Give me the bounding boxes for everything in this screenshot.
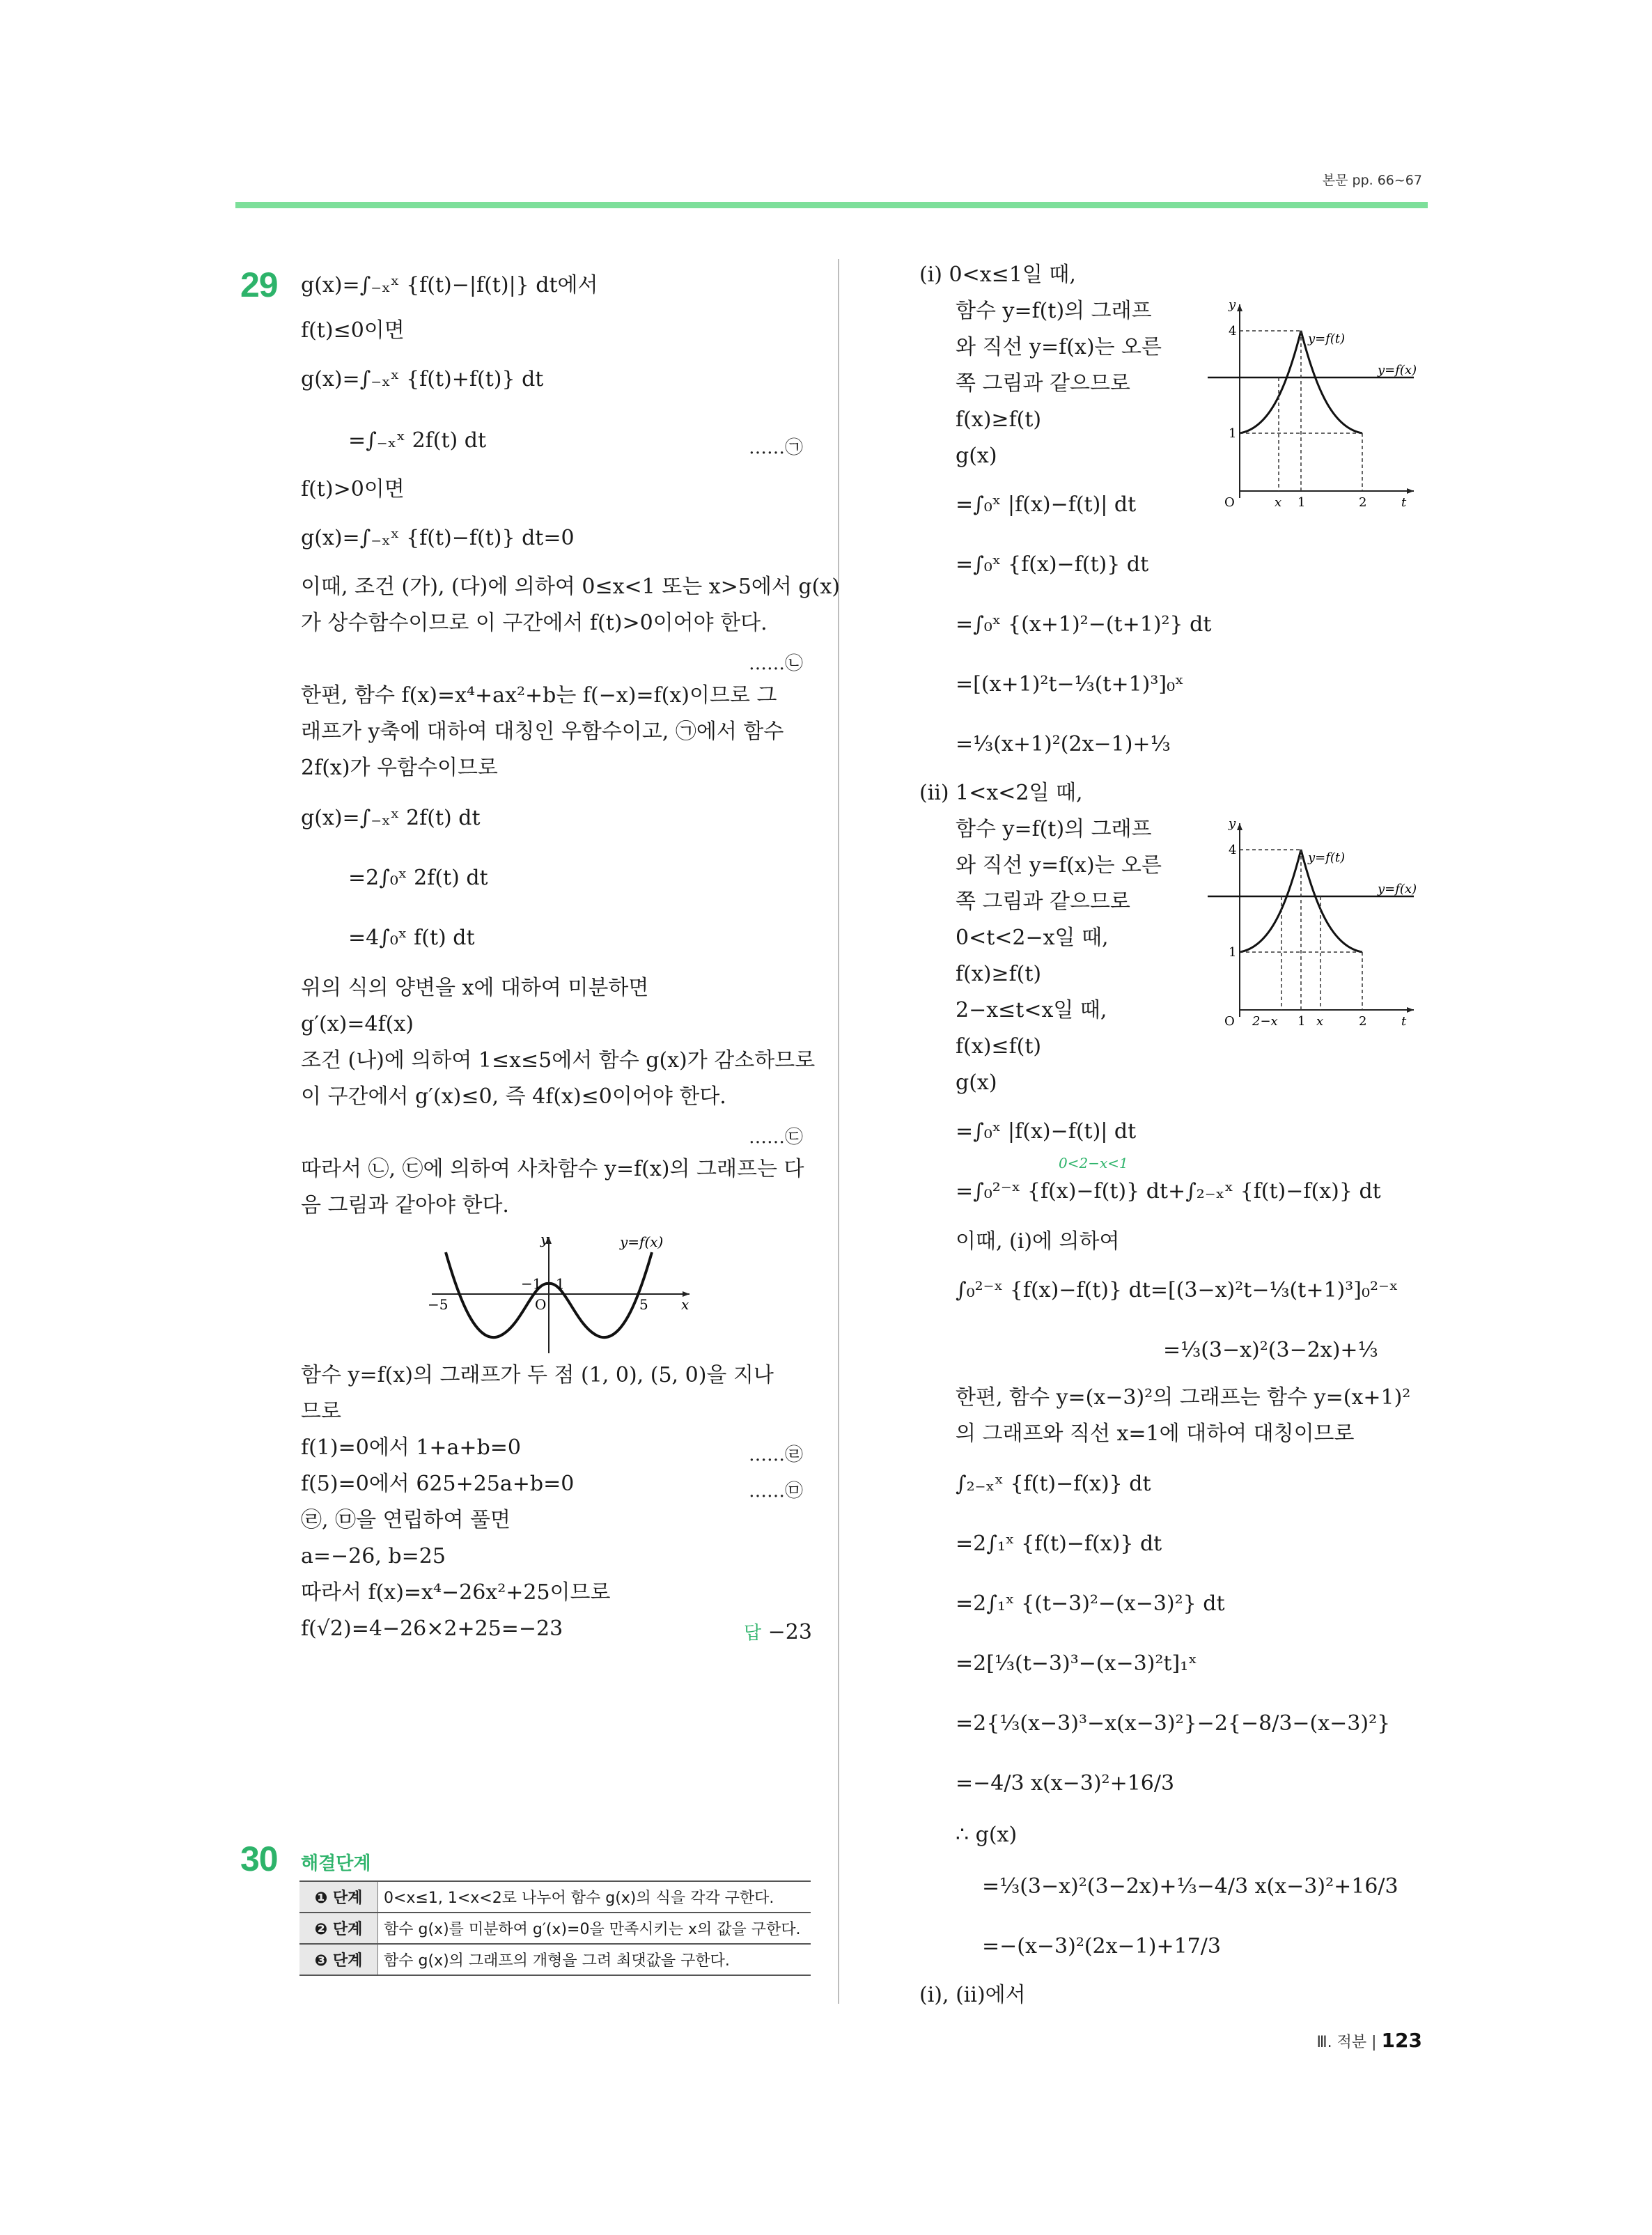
case2-line: g(x) bbox=[956, 1070, 997, 1095]
ref-mark: ……㉤ bbox=[749, 1481, 804, 1502]
stage-title: 해결단계 bbox=[301, 1853, 371, 1874]
p29-line: 가 상수함수이므로 이 구간에서 f(t)>0이어야 한다. bbox=[301, 611, 767, 635]
case2-line: 이때, (ⅰ)에 의하여 bbox=[956, 1229, 1120, 1254]
case1-line: =⅓(x+1)²(2x−1)+⅓ bbox=[956, 732, 1171, 756]
p29-line: 함수 y=f(x)의 그래프가 두 점 (1, 0), (5, 0)을 지나 bbox=[301, 1363, 774, 1387]
case2-line: ∫₂₋ₓˣ {f(t)−f(x)} dt bbox=[956, 1472, 1151, 1496]
stage-text: 함수 g(x)를 미분하여 g′(x)=0을 만족시키는 x의 값을 구한다. bbox=[378, 1913, 811, 1944]
case1-line: g(x) bbox=[956, 444, 997, 468]
case2-graph bbox=[1205, 815, 1428, 1031]
answer-value: −23 bbox=[767, 1620, 812, 1644]
case2-line: (ⅱ) 1<x<2일 때, bbox=[919, 781, 1083, 805]
case1-graph bbox=[1205, 296, 1428, 512]
p29-answer bbox=[744, 1619, 812, 1644]
p29-line: g′(x)=4f(x) bbox=[301, 1012, 414, 1036]
graph-t-tick: 1 bbox=[1298, 495, 1306, 510]
footer-chapter: Ⅲ. 적분 | bbox=[1316, 2034, 1377, 2051]
case2-line: ∴ g(x) bbox=[956, 1823, 1018, 1847]
p29-line: 이때, 조건 (가), (다)에 의하여 0≤x<1 또는 x>5에서 g(x) bbox=[301, 575, 840, 599]
p29-line: 이 구간에서 g′(x)≤0, 즉 4f(x)≤0이어야 한다. bbox=[301, 1084, 726, 1109]
case1-line: 쪽 그림과 같으므로 bbox=[956, 371, 1130, 396]
case2-line: ∫₀²⁻ˣ {f(x)−f(t)} dt=[(3−x)²t−⅓(t+1)³]₀²⁻ˣ bbox=[956, 1278, 1398, 1302]
case2-line: =2∫₁ˣ {f(t)−f(x)} dt bbox=[956, 1532, 1162, 1556]
p29-line: 므로 bbox=[301, 1399, 341, 1424]
graph-origin: O bbox=[1224, 1014, 1235, 1029]
p29-line: 조건 (나)에 의하여 1≤x≤5에서 함수 g(x)가 감소하므로 bbox=[301, 1048, 816, 1073]
p29-line: f(t)>0이면 bbox=[301, 477, 405, 501]
graph-t-tick: 2 bbox=[1359, 1014, 1367, 1029]
graph-axis-t: t bbox=[1401, 1014, 1407, 1029]
p29-line: 2f(x)가 우함수이므로 bbox=[301, 756, 498, 780]
graph-axis-y: y bbox=[1229, 297, 1236, 312]
p29-line: 따라서 f(x)=x⁴−26x²+25이므로 bbox=[301, 1580, 611, 1605]
p29-line: g(x)=∫₋ₓˣ 2f(t) dt bbox=[301, 806, 481, 830]
problem-number-30: 30 bbox=[240, 1839, 278, 1878]
graph-curve-label: y=f(t) bbox=[1308, 332, 1346, 346]
case2-line: =∫₀²⁻ˣ {f(x)−f(t)} dt+∫₂₋ₓˣ {f(t)−f(x)} dt bbox=[956, 1179, 1381, 1204]
case1-line: (ⅰ) 0<x≤1일 때, bbox=[919, 263, 1076, 287]
ref-mark: ……㉠ bbox=[749, 437, 804, 458]
case2-line: 2−x≤t<x일 때, bbox=[956, 998, 1107, 1022]
p29-line: 한편, 함수 f(x)=x⁴+ax²+b는 f(−x)=f(x)이므로 그 bbox=[301, 683, 777, 708]
case1-line: 함수 y=f(t)의 그래프 bbox=[956, 299, 1152, 323]
answer-label: 답 bbox=[744, 1623, 762, 1644]
p29-line: g(x)=∫₋ₓˣ {f(t)−|f(t)|} dt에서 bbox=[301, 273, 598, 297]
case2-line: 0<t<2−x일 때, bbox=[956, 926, 1109, 950]
p29-line: f(1)=0에서 1+a+b=0 bbox=[301, 1435, 521, 1460]
case2-line: =−(x−3)²(2x−1)+17/3 bbox=[982, 1934, 1221, 1958]
p29-line: g(x)=∫₋ₓˣ {f(t)+f(t)} dt bbox=[301, 367, 544, 391]
p29-line: =∫₋ₓˣ 2f(t) dt bbox=[348, 428, 487, 453]
stage-step: ❷ 단계 bbox=[299, 1913, 378, 1944]
quartic-graph bbox=[418, 1231, 696, 1357]
graph-tick: 5 bbox=[639, 1296, 648, 1313]
graph-y-tick: 1 bbox=[1229, 426, 1237, 441]
graph-line-label: y=f(x) bbox=[1378, 882, 1417, 896]
case2-line: 쪽 그림과 같으므로 bbox=[956, 889, 1130, 914]
ref-mark: ……㉡ bbox=[749, 653, 804, 674]
graph-tick: −1 bbox=[521, 1275, 542, 1292]
stage-row bbox=[299, 1944, 811, 1975]
case2-line: 함수 y=f(t)의 그래프 bbox=[956, 817, 1152, 841]
case2-line: (ⅰ), (ⅱ)에서 bbox=[919, 1983, 1026, 2007]
graph-t-tick: 1 bbox=[1298, 1014, 1306, 1029]
stage-table bbox=[299, 1880, 811, 1976]
stage-row bbox=[299, 1913, 811, 1944]
case2-line: =2∫₁ˣ {(t−3)²−(x−3)²} dt bbox=[956, 1591, 1225, 1616]
graph-y-tick: 1 bbox=[1229, 945, 1237, 960]
graph-origin: O bbox=[1224, 495, 1235, 510]
stage-text: 0<x≤1, 1<x<2로 나누어 함수 g(x)의 식을 각각 구한다. bbox=[378, 1881, 811, 1913]
p29-line: =4∫₀ˣ f(t) dt bbox=[348, 926, 475, 950]
graph-curve-label: y=f(t) bbox=[1308, 850, 1346, 865]
case2-line: f(x)≤f(t) bbox=[956, 1034, 1042, 1059]
case2-line: f(x)≥f(t) bbox=[956, 962, 1042, 986]
case1-line: =∫₀ˣ {(x+1)²−(t+1)²} dt bbox=[956, 612, 1212, 637]
p29-line: 위의 식의 양변을 x에 대하여 미분하면 bbox=[301, 976, 649, 1000]
graph-line-label: y=f(x) bbox=[1378, 363, 1417, 377]
stage-step: ❸ 단계 bbox=[299, 1944, 378, 1975]
p29-line: f(√2)=4−26×2+25=−23 bbox=[301, 1617, 563, 1641]
column-divider bbox=[838, 259, 839, 2004]
problem-number-29: 29 bbox=[240, 265, 278, 304]
graph-tick: −5 bbox=[428, 1296, 449, 1313]
stage-row bbox=[299, 1881, 811, 1913]
case2-line: =∫₀ˣ |f(x)−f(t)| dt bbox=[956, 1119, 1137, 1144]
graph-tick: 1 bbox=[556, 1275, 565, 1292]
brace-note: 0<2−x<1 bbox=[1059, 1155, 1128, 1171]
case2-line: =⅓(3−x)²(3−2x)+⅓ bbox=[1163, 1338, 1378, 1362]
case2-line: =2{⅓(x−3)³−x(x−3)²}−2{−8/3−(x−3)²} bbox=[956, 1711, 1391, 1736]
stage-step: ❶ 단계 bbox=[299, 1881, 378, 1913]
header-page-ref: 본문 pp. 66~67 bbox=[1322, 173, 1422, 188]
p29-line: 따라서 ㉡, ㉢에 의하여 사차함수 y=f(x)의 그래프는 다 bbox=[301, 1157, 804, 1181]
graph-t-tick: x bbox=[1275, 495, 1282, 510]
footer bbox=[1316, 2029, 1422, 2052]
p29-line: a=−26, b=25 bbox=[301, 1544, 446, 1568]
footer-page-number: 123 bbox=[1381, 2029, 1422, 2052]
graph-axis-y: y bbox=[540, 1231, 549, 1247]
case2-line: =⅓(3−x)²(3−2x)+⅓−4/3 x(x−3)²+16/3 bbox=[982, 1874, 1398, 1899]
graph-t-tick: 2 bbox=[1359, 495, 1367, 510]
case1-line: =∫₀ˣ {f(x)−f(t)} dt bbox=[956, 552, 1149, 577]
p29-line: ㉣, ㉤을 연립하여 풀면 bbox=[301, 1508, 511, 1532]
graph-axis-t: t bbox=[1401, 495, 1407, 510]
graph-curve-label: y=f(x) bbox=[620, 1233, 664, 1250]
p29-line: 음 그림과 같아야 한다. bbox=[301, 1193, 509, 1217]
p29-line: f(t)≤0이면 bbox=[301, 318, 405, 343]
case1-line: f(x)≥f(t) bbox=[956, 407, 1042, 432]
p29-line: 래프가 y축에 대하여 대칭인 우함수이고, ㉠에서 함수 bbox=[301, 719, 784, 744]
ref-mark: ……㉣ bbox=[749, 1444, 804, 1465]
case2-line: 의 그래프와 직선 x=1에 대하여 대칭이므로 bbox=[956, 1422, 1355, 1446]
graph-axis-x: x bbox=[681, 1296, 689, 1313]
graph-t-tick: x bbox=[1316, 1014, 1324, 1029]
p29-line: =2∫₀ˣ 2f(t) dt bbox=[348, 866, 488, 890]
graph-axis-y: y bbox=[1229, 816, 1236, 831]
case2-line: =2[⅓(t−3)³−(x−3)²t]₁ˣ bbox=[956, 1651, 1197, 1676]
stage-text: 함수 g(x)의 그래프의 개형을 그려 최댓값을 구한다. bbox=[378, 1944, 811, 1975]
case1-line: =[(x+1)²t−⅓(t+1)³]₀ˣ bbox=[956, 672, 1184, 696]
case1-line: 와 직선 y=f(x)는 오른 bbox=[956, 335, 1162, 359]
case1-line: =∫₀ˣ |f(x)−f(t)| dt bbox=[956, 492, 1137, 517]
graph-y-tick: 4 bbox=[1229, 324, 1237, 338]
case2-line: 와 직선 y=f(x)는 오른 bbox=[956, 853, 1162, 878]
p29-line: f(5)=0에서 625+25a+b=0 bbox=[301, 1472, 575, 1496]
graph-origin: O bbox=[535, 1296, 547, 1313]
header-rule bbox=[235, 202, 1428, 208]
ref-mark: ……㉢ bbox=[749, 1127, 804, 1148]
graph-y-tick: 4 bbox=[1229, 843, 1237, 857]
graph-t-tick: 2−x bbox=[1252, 1014, 1278, 1029]
case2-line: 한편, 함수 y=(x−3)²의 그래프는 함수 y=(x+1)² bbox=[956, 1385, 1411, 1410]
p29-line: g(x)=∫₋ₓˣ {f(t)−f(t)} dt=0 bbox=[301, 526, 575, 550]
case2-line: =−4/3 x(x−3)²+16/3 bbox=[956, 1771, 1175, 1796]
